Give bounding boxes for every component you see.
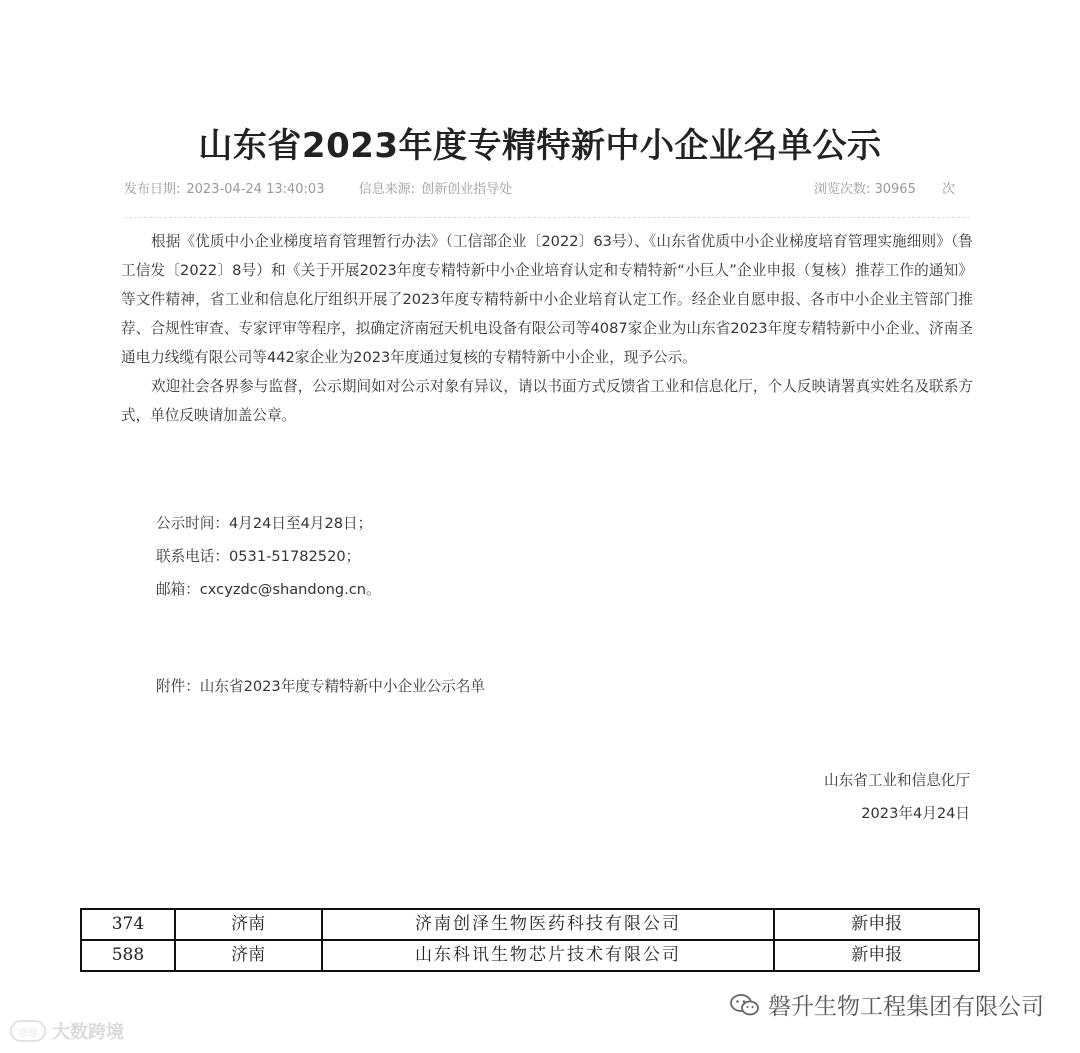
views-label: 浏览次数: xyxy=(813,182,871,197)
row-type: 新申报 xyxy=(774,909,979,940)
publish-date: 2023-04-24 13:40:03 xyxy=(186,182,325,197)
contact-email: 邮箱：cxcyzdc@shandong.cn。 xyxy=(156,581,381,598)
row-city: 济南 xyxy=(175,940,322,971)
publish-date-label: 发布日期: xyxy=(124,182,181,197)
table-row xyxy=(81,909,979,940)
signature-date: 2023年4月24日 xyxy=(861,805,970,822)
brand-watermark xyxy=(10,1018,124,1044)
notice-period: 公示时间：4月24日至4月28日； xyxy=(156,515,373,532)
page-title: 山东省2023年度专精特新中小企业名单公示 xyxy=(198,126,882,166)
views-count: 30965 xyxy=(874,182,916,197)
paragraph-basis: 根据《优质中小企业梯度培育管理暂行办法》（工信部企业〔2022〕63号）、《山东省优质中小企业梯度培育管理实施细则》（鲁工信发〔2022〕8号）和《关于开展2023年度专精特新中小企业培育认定和专精特新“小巨人”企业申报（复核）推荐工作的通知》等文件精神，省工业和信息化厅组织开展了2023年度专精特新中小企业培育认定工作。经企业自愿申报、各市中小企业主管部门推荐、合规性审查、专家评审等程序，拟确定济南冠天机电设备有限公司等4087家企业为山东省2023年度专精特新中小企业、济南圣通电力线缆有限公司等442家企业为2023年度通过复核的专精特新中小企业，现予公示。 xyxy=(121,233,973,366)
row-company: 山东科讯生物芯片技术有限公司 xyxy=(322,940,775,971)
row-number: 374 xyxy=(81,909,175,940)
views-unit: 次 xyxy=(941,182,955,197)
article-body xyxy=(121,227,973,430)
wechat-account-watermark xyxy=(730,988,1044,1021)
row-company: 济南创泽生物医药科技有限公司 xyxy=(322,909,775,940)
wechat-icon xyxy=(730,993,760,1017)
brand-logo-icon: ◎◎ xyxy=(10,1020,46,1042)
company-list-table xyxy=(80,908,980,972)
row-type: 新申报 xyxy=(774,940,979,971)
meta-divider xyxy=(124,217,970,218)
source: 创新创业指导处 xyxy=(421,182,513,197)
brand-watermark-text: 大数跨境 xyxy=(52,1022,124,1043)
row-city: 济南 xyxy=(175,909,322,940)
contact-phone: 联系电话：0531-51782520； xyxy=(156,548,361,565)
article-meta xyxy=(124,180,955,200)
signature-org: 山东省工业和信息化厅 xyxy=(824,772,970,789)
paragraph-supervision: 欢迎社会各界参与监督，公示期间如对公示对象有异议，请以书面方式反馈省工业和信息化厅，个人反映请署真实姓名及联系方式，单位反映请加盖公章。 xyxy=(121,378,973,424)
table-row xyxy=(81,940,979,971)
source-label: 信息来源: xyxy=(358,182,416,197)
wechat-account-name: 磐升生物工程集团有限公司 xyxy=(768,994,1044,1020)
attachment-link[interactable]: 附件：山东省2023年度专精特新中小企业公示名单 xyxy=(156,678,486,695)
row-number: 588 xyxy=(81,940,175,971)
